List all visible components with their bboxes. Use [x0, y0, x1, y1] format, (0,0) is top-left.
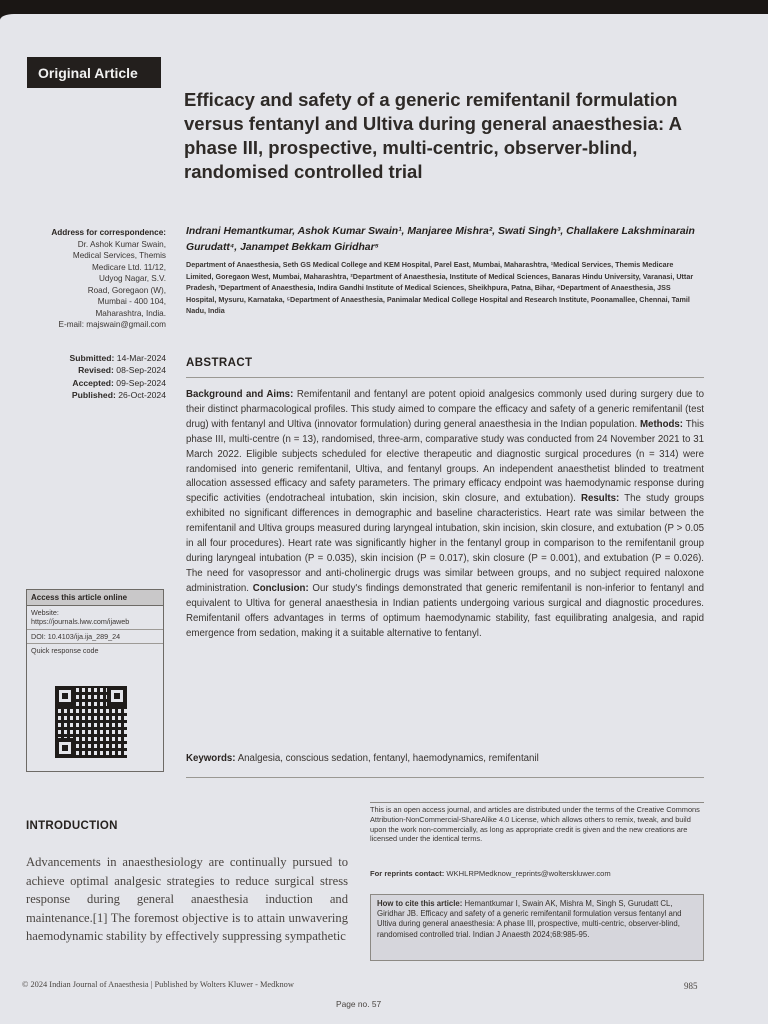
citation-text: Hemantkumar I, Swain AK, Mishra M, Singh S, Gurudatt CL, Giridhar JB. Efficacy and safety of a generic remifentanil formulation versus fentanyl and Ultiva during general anaesthesia: A phase III, prospective, multi-centric, observer-blind, randomised controlled trial. Indian J Anaesth 2024;68:985-95. — [377, 899, 682, 939]
correspondence-email[interactable]: E-mail: majswain@gmail.com — [58, 320, 166, 329]
keywords-label: Keywords: — [186, 753, 236, 764]
author-list: Indrani Hemantkumar, Ashok Kumar Swain¹, Manjaree Mishra², Swati Singh³, Challakere Lakshminarain Gurudatt⁴, Janampet Bekkam Giridhar⁵ — [186, 226, 695, 253]
access-box-heading: Access this article online — [27, 590, 163, 606]
open-access-notice: This is an open access journal, and articles are distributed under the terms of the Creative Commons Attribution-NonCommercial-ShareAlike 4.0 License, which allows others to remix, tweak, and build upon the work non-commercially, as long as appropriate credit is given and the new creations are licensed under the identical terms. — [370, 805, 700, 844]
correspondence-line: Maharashtra, India. — [95, 308, 166, 318]
correspondence-line: Mumbai - 400 104, — [97, 297, 166, 306]
date-label: Revised: — [78, 365, 114, 376]
correspondence-line: Medicare Ltd. 11/12, — [91, 262, 166, 272]
date-value: 09-Sep-2024 — [116, 377, 166, 388]
date-row — [24, 377, 166, 389]
date-label: Accepted: — [72, 377, 114, 388]
correspondence-line: Road, Goregaon (W), — [87, 285, 166, 295]
qr-label: Quick response code — [31, 646, 99, 656]
qr-finder-pattern — [107, 686, 127, 706]
publication-dates — [24, 352, 166, 402]
qr-finder-pattern — [55, 686, 75, 706]
introduction-heading: INTRODUCTION — [26, 820, 118, 832]
journal-page-number: 985 — [684, 981, 698, 991]
correspondence-block — [24, 227, 166, 331]
scan-page-number: Page no. 57 — [336, 999, 382, 1009]
reprints-email[interactable]: WKHLRPMedknow_reprints@wolterskluwer.com — [446, 869, 611, 878]
access-article-box — [26, 589, 164, 772]
date-value: 08-Sep-2024 — [116, 365, 166, 376]
journal-footer: © 2024 Indian Journal of Anaesthesia | Published by Wolters Kluwer - Medknow — [22, 980, 294, 989]
abstract-conclusion-label: Conclusion: — [252, 582, 309, 594]
abstract-methods-text: This phase III, multi-centre (n = 13), randomised, three-arm, comparative study was conducted from 24 November 2021 to 31 March 2022. Eligible subjects scheduled for elective therapeutic and diagnostic surgical procedures (n = 314) were randomised into generic remifentanil, Ultiva, and fentanyl groups. An independent anaesthetist blinded to treatment allocation assessed efficacy and safety parameters. The primary efficacy endpoint was haemodynamic response during specific activities (endotracheal intubation, skin incision, skin closure, and extubation). — [186, 418, 704, 505]
correspondence-line: Udyog Nagar, S.V. — [98, 274, 166, 283]
date-value: 26-Oct-2024 — [118, 390, 166, 401]
abstract-results-text: The study groups exhibited no significant differences in demographic and baseline characteristics. Heart rate was similar between the remifentanil and Ultiva groups measured during laryngeal intubation, skin incision, skin closure, and extubation (P > 0.05 in all four procedures). Heart rate was significantly higher in the fentanyl group in comparison to the remifentanil group during laryngeal intubation (P = 0.035), skin incision (P = 0.017), skin closure (P = 0.001), and extubation (P = 0.026). The need for vasopressor and anti-cholinergic drugs was similar between groups, and no subject required naloxone administration. — [186, 493, 704, 594]
article-title: Efficacy and safety of a generic remifentanil formulation versus fentanyl and Ultiva during general anaesthesia: A phase III, prospective, multi-centric, observer-blind, randomised controlled trial — [184, 89, 682, 182]
date-label: Published: — [71, 390, 116, 401]
date-label: Submitted: — [69, 353, 115, 363]
open-access-divider — [370, 802, 704, 803]
correspondence-line: Medical Services, Themis — [72, 251, 166, 260]
abstract-conclusion-text: Our study's findings demonstrated that generic remifentanil is non-inferior to fentanyl and equivalent to Ultiva for general anaesthesia in Indian patients undergoing various surgical and diagnostic procedures. Remifentanil offers advantages in terms of optimum haemodynamic stability, fast equilibrating analgesia, and rapid emergence from sedation, making it a suitable alternative to fentanyl. — [186, 582, 704, 639]
citation-box — [370, 894, 704, 961]
article-website-link[interactable]: Website: https://journals.lww.com/ijaweb — [27, 606, 163, 630]
date-row — [24, 352, 166, 364]
abstract-background-text: Remifentanil and fentanyl are potent opioid analgesics commonly used during surgery due to their distinct pharmacological profiles. This study aimed to compare the efficacy and safety of a generic remifentanil (test drug) with fentanyl and Ultiva (innovator formulation) during general anaesthesia in the Indian population. — [186, 389, 704, 430]
abstract-results-label: Results: — [581, 493, 620, 505]
affiliations: Department of Anaesthesia, Seth GS Medical College and KEM Hospital, Parel East, Mumbai, Maharashtra, ¹Medical Services, Themis Medicare Limited, Goregaon West, Mumbai, Maharashtra, ²Department of Anaesthesia, Institute of Medical Sciences, Banaras Hindu University, Varanasi, Uttar Pradesh, ³Department of Anaesthesia, Indira Gandhi Institute of Medical Sciences, Sheikhpura, Patna, Bihar, ⁴Department of Anaesthesia, JSS Hospital, Mysuru, Karnataka, ⁵Department of Anaesthesia, Panimalar Medical College Hospital and Research Institute, Poonamallee, Chennai, Tamil Nadu, India — [186, 260, 694, 315]
abstract-background-label: Background and Aims: — [186, 389, 294, 400]
date-row — [24, 389, 166, 401]
abstract-body — [186, 388, 704, 641]
article-type-label: Original Article — [27, 57, 161, 88]
correspondence-line: Dr. Ashok Kumar Swain, — [77, 239, 166, 249]
introduction-text: Advancements in anaesthesiology are continually pursued to achieve optimal analgesic strategies to reduce surgical stress response during general anaesthesia induction and maintenance.[1] The foremost objective is to attain unwavering haemodynamic stability by effectively suppressing sympathetic — [26, 855, 348, 944]
keywords-divider — [186, 777, 704, 778]
date-row — [24, 364, 166, 376]
reprints-label: For reprints contact: — [370, 869, 445, 878]
article-doi[interactable]: DOI: 10.4103/ija.ija_289_24 — [27, 630, 163, 644]
keywords — [186, 753, 704, 764]
abstract-heading: ABSTRACT — [186, 357, 253, 369]
keywords-text: Analgesia, conscious sedation, fentanyl, haemodynamics, remifentanil — [237, 753, 539, 764]
correspondence-heading: Address for correspondence: — [51, 228, 166, 237]
abstract-divider — [186, 377, 704, 378]
abstract-methods-label: Methods: — [639, 418, 684, 430]
qr-finder-pattern — [55, 738, 75, 758]
reprints-contact — [370, 869, 704, 878]
date-value: 14-Mar-2024 — [116, 353, 166, 363]
citation-label: How to cite this article: — [377, 899, 463, 908]
qr-code-icon[interactable] — [55, 686, 127, 758]
